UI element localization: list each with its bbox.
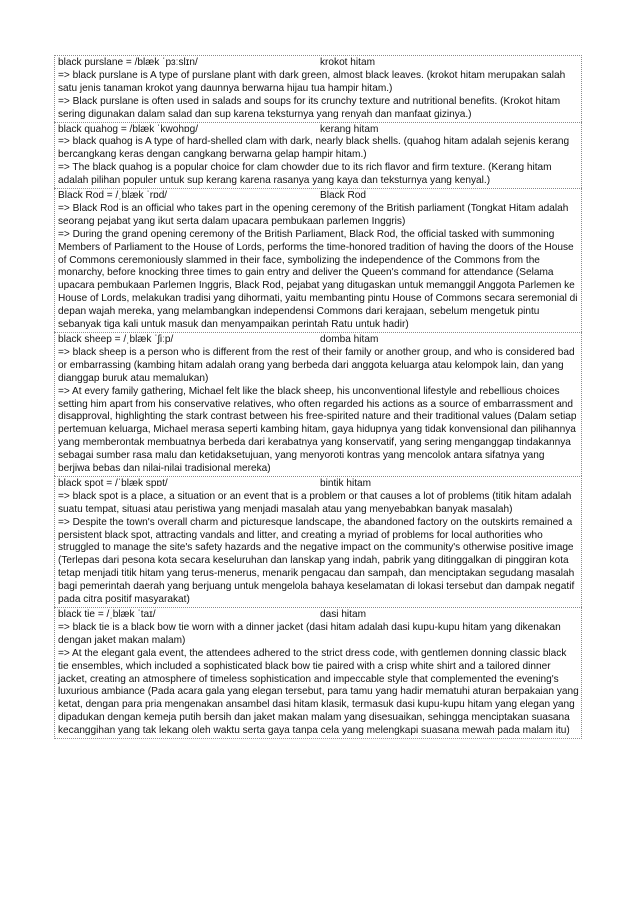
entry-translation: bintik hitam: [320, 477, 372, 489]
entry-translation: dasi hitam: [320, 608, 367, 620]
entry-black-rod: [54, 188, 582, 332]
entry-translation: Black Rod: [320, 190, 367, 202]
entry-example: => At every family gathering, Michael felt like the black sheep, his unconventional lifestyle and rebellious choices setting him apart from his conservative relatives, who often regarded his actions as a source of embarrassment and disapproval, highlighting the stark contrast between his free-spirited nature and their traditional values (Dalam setiap pertemuan keluarga, Michael merasa seperti kambing hitam, gaya hidupnya yang tidak konvensional dan pilihannya yang memberontak membuatnya berbeda dari kerabatnya yang konservatif, yang sering menganggap tindakannya sebagai sumber rasa malu dan ketidaksetujuan, yang menyoroti kontras yang mencolok antara sifatnya yang berjiwa bebas dan nilai-nilai tradisional mereka): [58, 385, 577, 475]
entry-translation: krokot hitam: [320, 57, 375, 68]
entry-translation: domba hitam: [320, 333, 379, 345]
entry-term: black sheep = /ˌblæk ˈʃiːp/: [58, 333, 174, 345]
entry-definition: => black quahog is A type of hard-shelled clam with dark, nearly black shells. (quahog hitam adalah sejenis kerang bercangkang keras dengan cangkang berwarna gelap hampir hitam.): [58, 136, 570, 161]
entry-black-quahog: [54, 122, 582, 189]
entry-header: [58, 124, 579, 137]
entry-example: => At the elegant gala event, the attendees adhered to the strict dress code, with gentlemen donning classic black tie ensembles, which included a sophisticated black bow tie paired with a crisp white shirt and a tailored dinner jacket, creating an atmosphere of timeless sophistication and impeccable style that complemented the evening's luxurious ambiance (Pada acara gala yang elegan tersebut, para tamu yang hadir mematuhi aturan berpakaian yang ketat, dengan para pria mengenakan ansambel dasi hitam klasik, termasuk dasi kupu-kupu hitam yang elegan yang dipadukan dengan kemeja putih bersih dan jaket makan malam yang disesuaikan, sehingga menciptakan suasana kecanggihan yang tak lekang oleh waktu serta gaya tanpa cela yang melengkapi suasana mewah pada malam itu): [58, 647, 579, 737]
entry-definition: => Black Rod is an official who takes part in the opening ceremony of the British parliament (Tongkat Hitam adalah seorang pejabat yang ikut serta dalam upacara pembukaan parlemen Inggris): [58, 202, 569, 227]
entry-example: => Black purslane is often used in salads and soups for its crunchy texture and nutritional benefits. (Krokot hitam sering digunakan dalam salad dan sup karena teksturnya yang renyah dan manfaat gizinya.): [58, 95, 561, 120]
entry-translation: kerang hitam: [320, 123, 379, 135]
entry-example: => During the grand opening ceremony of the British Parliament, Black Rod, the official tasked with summoning Members of Parliament to the House of Lords, performs the time-honored tradition of having the doors of the House of Commons ceremoniously slammed in their face, symbolizing the independence of the Commons from the monarchy, before knocking three times to gain entry and deliver the Queen's command for attendance (Selama upacara pembukaan Parlemen Inggris, Black Rod, pejabat yang ditugaskan untuk memanggil Anggota Parlemen ke House of Lords, melakukan tradisi yang dihormati, yaitu membanting pintu House of Commons secara seremonial di depan wajah mereka, yang melambangkan independensi Commons dari kerajaan, sebelum mengetuk pintu sebanyak tiga kali untuk masuk dan menyampaikan perintah Ratu untuk hadir): [58, 228, 578, 331]
entry-example: => Despite the town's overall charm and picturesque landscape, the abandoned factory on the outskirts remained a persistent black spot, attracting vandals and litter, and creating a myriad of problems for local authorities who struggled to manage the site's safety hazards and the negative impact on the community's otherwise positive image (Terlepas dari pesona kota secara keseluruhan dan lanskap yang indah, pabrik yang ditinggalkan di pinggiran kota tetap menjadi titik hitam yang terus-menerus, menarik pengacau dan sampah, dan menciptakan segudang masalah bagi pemerintah daerah yang berjuang untuk mengelola bahaya keselamatan di lokasi tersebut dan dampak negatif pada citra positif masyarakat): [58, 516, 575, 606]
entry-term: black spot = /ˈblæk spɒt/: [58, 477, 168, 489]
entry-definition: => black spot is a place, a situation or an event that is a problem or that causes a lot of problems (titik hitam adalah suatu tempat, situasi atau peristiwa yang menjadi masalah atau yang menyebabkan banyak masalah): [58, 490, 572, 515]
entry-header: [58, 57, 579, 70]
entry-black-purslane: [54, 55, 582, 122]
entry-term: black quahog = /blæk ˈkwohɒɡ/: [58, 123, 198, 135]
entry-term: black purslane = /blæk ˈpɜːslɪn/: [58, 57, 198, 68]
entry-example: => The black quahog is a popular choice for clam chowder due to its rich flavor and firm texture. (Kerang hitam adalah pilihan populer untuk sup kerang karena rasanya yang kaya dan teksturnya yang kenyal.): [58, 162, 552, 187]
entry-black-sheep: [54, 332, 582, 476]
entry-definition: => black sheep is a person who is different from the rest of their family or another group, and who is considered bad or embarrassing (kambing hitam adalah orang yang berbeda dari anggota keluarga atau kelompok lain, dan yang dianggap buruk atau memalukan): [58, 346, 575, 384]
entry-header: [58, 190, 579, 203]
entry-header: [58, 334, 579, 347]
entry-header: [58, 609, 579, 622]
entry-black-spot: [54, 476, 582, 607]
vocabulary-document: [54, 55, 582, 739]
entry-term: Black Rod = /ˌblæk ˈrɒd/: [58, 190, 168, 202]
entry-black-tie: [54, 607, 582, 739]
entry-header: [58, 478, 579, 491]
entry-definition: => black tie is a black bow tie worn with a dinner jacket (dasi hitam adalah dasi kupu-kupu hitam yang dikenakan dengan jaket makan malam): [58, 621, 561, 646]
entry-term: black tie = /ˌblæk ˈtaɪ/: [58, 608, 156, 620]
entry-definition: => black purslane is A type of purslane plant with dark green, almost black leaves. (krokot hitam merupakan salah satu jenis tanaman krokot yang daunnya berwarna hijau tua hampir hitam.): [58, 69, 566, 94]
